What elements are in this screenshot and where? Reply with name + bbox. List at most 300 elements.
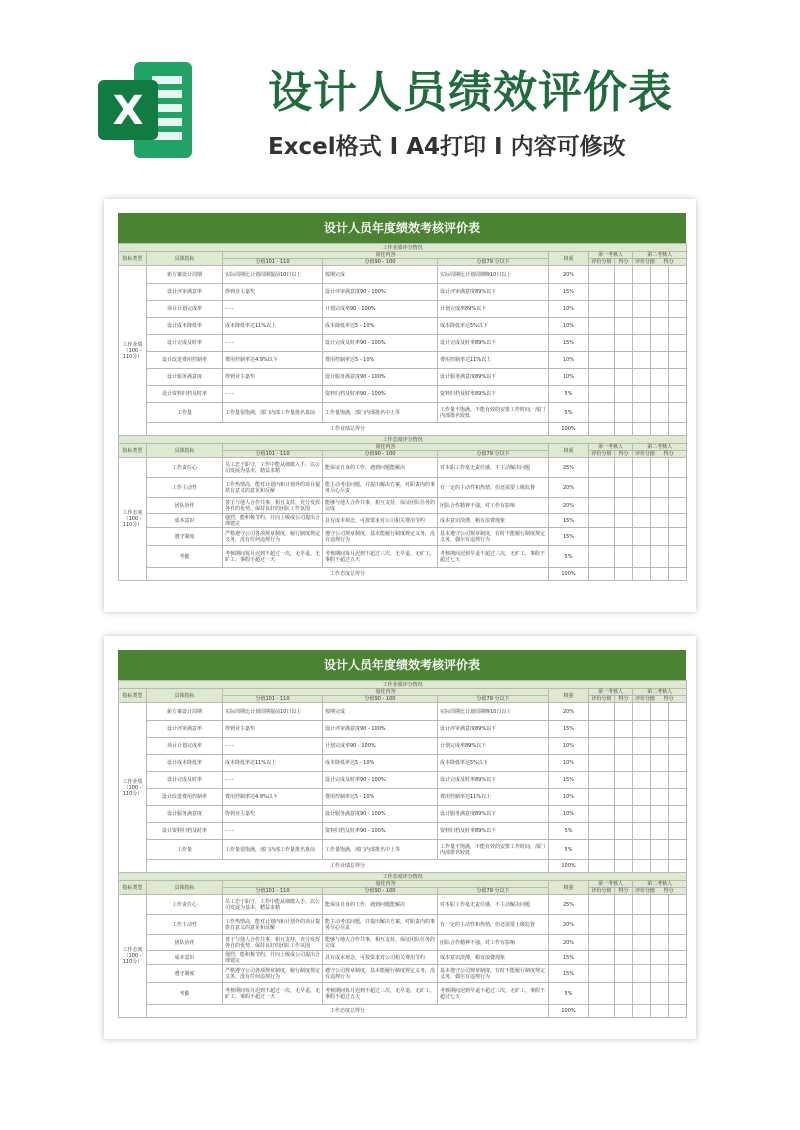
col-s2: 分值90 - 100 [323,259,438,266]
score-cell [651,301,669,318]
indicator-item: 设计成本降低率 [147,755,223,772]
score-cell [589,423,615,436]
score-cell [615,335,633,352]
score-range-3: 实际周期比计划周期晚10日以上 [438,703,549,721]
score-cell [589,301,615,318]
score-cell [669,423,687,436]
score-range-1: 严格遵守公司各项规章制度，履行制度规定义务，没有任何违规行为 [223,528,323,546]
score-range-2: 计划完成率90 - 100% [323,738,438,755]
weight-cell: 20% [549,498,589,514]
evaluation-table [118,680,687,1018]
score-range-2: 费用控制率达5 - 10% [323,352,438,369]
score-cell [589,1005,615,1018]
sheet-title: 设计人员年度绩效考核评价表 [118,650,686,680]
indicator-type: 工作业绩（100 - 110分） [119,703,147,873]
score-cell [669,386,687,403]
score-range-2: 能够与他人合作共事，相互支持，保证团队任务的完成 [323,935,438,951]
col-content: 量化内容 [223,252,549,259]
table-row [119,514,687,528]
score-cell [615,386,633,403]
score-cell [589,915,615,935]
score-range-1: 考核期间每月迟到不超过一次，无早退、无旷工，事假不超过一天 [223,983,323,1005]
score-cell [651,369,669,386]
score-range-1: - - - [223,738,323,755]
weight-cell: 10% [549,369,589,386]
col-reviewer2: 第二考核人 [633,881,687,888]
score-cell [651,983,669,1005]
col-s1: 分值101 - 110 [223,888,323,895]
score-cell [651,738,669,755]
score-range-2: 考核期间每月迟到不超过三次，无早退、无旷工，事假不超过五天 [323,983,438,1005]
score-cell [589,514,615,528]
weight-cell: 5% [549,983,589,1005]
score-cell [669,823,687,840]
table-row [119,266,687,284]
total-label: 工作态度总得分 [147,568,549,581]
col-s1: 分值101 - 110 [223,451,323,458]
score-cell [669,335,687,352]
weight-cell: 10% [549,301,589,318]
score-cell [651,1005,669,1018]
score-range-3: 有一定的主动性和热情，但还需要上级监督 [438,915,549,935]
score-range-3: 有一定的主动性和热情，但还需要上级监督 [438,478,549,498]
table-row [119,789,687,806]
score-cell [615,965,633,983]
score-cell [633,403,651,423]
col-item: 具体指标 [147,444,223,458]
weight-cell: 10% [549,318,589,335]
score-range-2: 能主动考虑问题，并提出解决方案，对职责内的事务尽心尽责 [323,915,438,935]
col-eval1: 评价分值 [589,696,615,703]
score-cell [589,703,615,721]
table-row [119,528,687,546]
weight-cell: 15% [549,965,589,983]
score-cell [615,721,633,738]
score-cell [615,772,633,789]
col-score1: 得分 [615,451,633,458]
score-range-2: 工作量饱满，部门内部排名中上等 [323,840,438,860]
score-range-3: 设计评审满意度89%以下 [438,284,549,301]
indicator-item: 设计评审满意率 [147,284,223,301]
score-range-1: 强烈，能积极节约，并向上级或公司提出合理建议 [223,951,323,965]
score-cell [669,806,687,823]
score-cell [589,498,615,514]
score-cell [669,498,687,514]
score-cell [633,335,651,352]
score-range-1: 实际周期比计划周期提前10日以上 [223,703,323,721]
indicator-item: 设计完成及时率 [147,772,223,789]
score-cell [615,423,633,436]
score-range-2: 资料归档及时率90 - 100% [323,386,438,403]
score-cell [589,352,615,369]
score-range-3: 工作量不饱满，不能有效的安排工作时间，部门内部排名较低 [438,403,549,423]
indicator-item: 设计完成及时率 [147,335,223,352]
score-cell [589,840,615,860]
table-row [119,895,687,915]
score-range-3: 资料归档及时率89%以下 [438,386,549,403]
indicator-item: 设计资料归档及时率 [147,386,223,403]
table-row [119,386,687,403]
score-cell [651,352,669,369]
indicator-item: 工作责任心 [147,458,223,478]
col-item: 具体指标 [147,689,223,703]
score-range-1: 强烈，能积极节约，并向上级或公司提出合理建议 [223,514,323,528]
table-row [119,352,687,369]
score-cell [633,301,651,318]
score-cell [615,403,633,423]
score-range-1: 严格遵守公司各项规章制度，履行制度规定义务，没有任何违规行为 [223,965,323,983]
score-cell [633,458,651,478]
score-cell [651,840,669,860]
score-range-3: 成本意识淡薄，稍有浪费现象 [438,951,549,965]
score-cell [589,965,615,983]
sheet-preview-2 [104,636,696,1039]
section-header: 工作态度评分情况 [119,436,687,444]
total-weight: 100% [549,860,589,873]
score-cell [651,895,669,915]
score-cell [633,951,651,965]
score-range-3: 对本职工作毫无责任感，不主动解决问题 [438,458,549,478]
score-range-1: 善于与他人合作共事，相互支持，充分发挥各自的优势，保持良好的团队工作氛围 [223,498,323,514]
total-label: 工作态度总得分 [147,1005,549,1018]
col-type: 指标类型 [119,881,147,895]
score-range-2: 设计评审满意度90 - 100% [323,284,438,301]
indicator-item: 团队协作 [147,935,223,951]
score-cell [651,965,669,983]
score-cell [669,789,687,806]
indicator-item: 设计服务满意度 [147,369,223,386]
score-cell [669,860,687,873]
score-cell [589,806,615,823]
score-cell [633,915,651,935]
score-range-1: - - - [223,823,323,840]
indicator-item: 工作主动性 [147,915,223,935]
table-row [119,915,687,935]
score-cell [651,284,669,301]
score-cell [615,514,633,528]
score-range-2: 设计服务满意度90 - 100% [323,369,438,386]
score-range-3: 计划完成率89%以下 [438,301,549,318]
page-title: 设计人员绩效评价表 [268,67,673,118]
score-cell [669,755,687,772]
table-row [119,840,687,860]
weight-cell: 15% [549,335,589,352]
score-cell [633,772,651,789]
score-cell [615,951,633,965]
score-cell [589,983,615,1005]
col-s3: 分值79 分以下 [438,451,549,458]
score-cell [669,840,687,860]
table-row [119,772,687,789]
score-cell [651,915,669,935]
score-range-2: 资料归档及时率90 - 100% [323,823,438,840]
score-range-3: 基本遵守公司规章制度，有时不能履行制度规定义务，偶尔有违规行为 [438,528,549,546]
score-cell [669,895,687,915]
score-cell [615,823,633,840]
score-cell [615,546,633,568]
score-cell [669,458,687,478]
score-range-3: 考核期间迟到早退不超过三次，无旷工，事假不超过七天 [438,546,549,568]
table-row [119,498,687,514]
score-cell [589,335,615,352]
score-range-3: 工作量不饱满，不能有效的安排工作时间，部门内部排名较低 [438,840,549,860]
col-reviewer1: 第一考核人 [589,252,633,259]
score-cell [615,266,633,284]
score-cell [633,806,651,823]
score-range-3: 团队合作精神不强，对工作有影响 [438,498,549,514]
score-range-1: 工作热情高，能对计划内和计划外的项目提供有意义的意见和反解 [223,478,323,498]
header [0,0,800,190]
score-range-1: 工作量很饱满，部门内部工作量排名靠前 [223,403,323,423]
col-score2: 得分 [651,696,687,703]
score-cell [633,266,651,284]
score-cell [589,755,615,772]
score-cell [651,772,669,789]
weight-cell: 20% [549,266,589,284]
table-row [119,823,687,840]
score-range-1: - - - [223,386,323,403]
col-content: 量化内容 [223,444,549,451]
weight-cell: 15% [549,528,589,546]
score-cell [633,568,651,581]
score-range-1: 得到业主嘉奖 [223,284,323,301]
indicator-item: 工作责任心 [147,895,223,915]
score-range-1: 费用控制率达4.9%以下 [223,352,323,369]
score-range-3: 成本意识淡薄，稍有浪费现象 [438,514,549,528]
score-range-1: 成本降低率达11%以上 [223,318,323,335]
col-reviewer2: 第二考核人 [633,252,687,259]
col-s1: 分值101 - 110 [223,259,323,266]
score-cell [589,458,615,478]
col-eval2: 评价分值 [633,259,651,266]
score-cell [651,755,669,772]
score-cell [633,935,651,951]
score-cell [615,895,633,915]
col-eval2: 评价分值 [633,696,651,703]
table-row [119,738,687,755]
table-row [119,755,687,772]
score-range-1: 员工忠于职守，工作中能从细微入手，以公司发展为基本，精益求精 [223,458,323,478]
score-cell [651,318,669,335]
total-weight: 100% [549,423,589,436]
col-s2: 分值90 - 100 [323,888,438,895]
score-range-2: 具有成本观念，可按要求对公司相关费用节约 [323,951,438,965]
score-range-1: 得到业主嘉奖 [223,806,323,823]
score-cell [669,266,687,284]
page-subtitle: Excel格式 Ⅰ A4打印 Ⅰ 内容可修改 [268,134,626,160]
score-cell [651,403,669,423]
score-cell [651,266,669,284]
score-range-1: - - - [223,772,323,789]
weight-cell: 10% [549,755,589,772]
score-cell [669,568,687,581]
score-range-2: 按期完成 [323,266,438,284]
col-type: 指标类型 [119,444,147,458]
table-row [119,301,687,318]
indicator-type: 工作业绩（100 - 110分） [119,266,147,436]
col-score2: 得分 [651,888,687,895]
table-row [119,284,687,301]
score-range-3: 考核期间迟到早退不超过三次，无旷工，事假不超过七天 [438,983,549,1005]
col-reviewer1: 第一考核人 [589,689,633,696]
score-cell [589,403,615,423]
score-cell [669,1005,687,1018]
score-cell [615,352,633,369]
score-range-1: 成本降低率达11%以上 [223,755,323,772]
score-cell [669,369,687,386]
score-cell [669,951,687,965]
score-range-1: 工作热情高，能对计划内和计划外的项目提供有意义的意见和反解 [223,915,323,935]
score-cell [633,528,651,546]
weight-cell: 5% [549,823,589,840]
weight-cell: 10% [549,789,589,806]
indicator-item: 设计改进费用控制率 [147,789,223,806]
col-score1: 得分 [615,696,633,703]
score-range-1: 考核期间每月迟到不超过一次，无早退、无旷工，事假不超过一天 [223,546,323,568]
score-range-3: 费用控制率达11%以上 [438,789,549,806]
score-range-2: 设计完成及时率90 - 100% [323,772,438,789]
score-cell [651,568,669,581]
score-range-2: 设计评审满意度90 - 100% [323,721,438,738]
score-cell [589,478,615,498]
col-eval1: 评价分值 [589,888,615,895]
col-item: 具体指标 [147,881,223,895]
score-cell [589,528,615,546]
sheet-title: 设计人员年度绩效考核评价表 [118,213,686,243]
score-range-2: 遵守公司规章制度，基本能履行制度规定义务，没有违规行为 [323,965,438,983]
score-range-2: 设计完成及时率90 - 100% [323,335,438,352]
col-s2: 分值90 - 100 [323,696,438,703]
score-cell [615,301,633,318]
score-cell [633,738,651,755]
score-range-1: 得到业主嘉奖 [223,721,323,738]
indicator-item: 设计资料归档及时率 [147,823,223,840]
col-eval1: 评价分值 [589,259,615,266]
col-weight: 权重 [549,252,589,266]
score-range-3: 设计完成及时率89%以下 [438,772,549,789]
score-cell [633,423,651,436]
table-row [119,335,687,352]
indicator-item: 项目计划完成率 [147,301,223,318]
score-range-2: 按期完成 [323,703,438,721]
score-range-1: 员工忠于职守，工作中能从细微入手，以公司发展为基本，精益求精 [223,895,323,915]
score-cell [633,546,651,568]
score-range-2: 遵守公司规章制度，基本能履行制度规定义务，没有违规行为 [323,528,438,546]
score-cell [633,840,651,860]
score-cell [633,318,651,335]
score-range-1: - - - [223,335,323,352]
score-cell [615,789,633,806]
col-score1: 得分 [615,259,633,266]
score-cell [589,318,615,335]
score-cell [589,721,615,738]
score-cell [633,386,651,403]
indicator-item: 成本意识 [147,951,223,965]
score-cell [615,284,633,301]
score-cell [633,789,651,806]
col-s3: 分值79 分以下 [438,259,549,266]
score-cell [615,1005,633,1018]
score-cell [589,386,615,403]
score-cell [589,772,615,789]
score-cell [589,951,615,965]
score-range-3: 设计服务满意度89%以下 [438,369,549,386]
total-weight: 100% [549,1005,589,1018]
score-range-3: 设计评审满意度89%以下 [438,721,549,738]
score-cell [615,528,633,546]
col-eval2: 评价分值 [633,888,651,895]
indicator-item: 设计服务满意度 [147,806,223,823]
score-cell [633,721,651,738]
indicator-item: 成本意识 [147,514,223,528]
indicator-item: 团队协作 [147,498,223,514]
table-row [119,318,687,335]
score-cell [615,806,633,823]
score-cell [615,840,633,860]
col-reviewer2: 第二考核人 [633,444,687,451]
score-cell [669,514,687,528]
score-cell [615,915,633,935]
table-row [119,951,687,965]
weight-cell: 25% [549,895,589,915]
score-range-3: 设计服务满意度89%以下 [438,806,549,823]
score-cell [633,965,651,983]
score-cell [651,498,669,514]
score-range-1: 工作量很饱满，部门内部工作量排名靠前 [223,840,323,860]
table-row [119,806,687,823]
indicator-item: 设计成本降低率 [147,318,223,335]
score-cell [615,458,633,478]
score-range-2: 工作量饱满，部门内部排名中上等 [323,403,438,423]
score-range-3: 团队合作精神不强，对工作有影响 [438,935,549,951]
score-range-2: 成本降低率达5 - 10% [323,318,438,335]
col-reviewer1: 第一考核人 [589,444,633,451]
indicator-item: 考勤 [147,546,223,568]
score-cell [589,738,615,755]
score-range-3: 成本降低率达5%以下 [438,755,549,772]
score-cell [589,860,615,873]
score-range-2: 设计服务满意度90 - 100% [323,806,438,823]
score-cell [615,860,633,873]
indicator-item: 工作主动性 [147,478,223,498]
table-row [119,703,687,721]
score-cell [669,528,687,546]
section-header: 工作业绩评分情况 [119,681,687,689]
weight-cell: 15% [549,284,589,301]
score-range-1: 费用控制率达4.9%以下 [223,789,323,806]
score-cell [633,1005,651,1018]
score-range-2: 能主动考虑问题，并提出解决方案，对职责内的事务尽心尽责 [323,478,438,498]
weight-cell: 15% [549,772,589,789]
score-cell [669,478,687,498]
col-s1: 分值101 - 110 [223,696,323,703]
table-row [119,458,687,478]
total-label: 工作业绩总得分 [147,423,549,436]
score-cell [651,721,669,738]
score-range-1: - - - [223,301,323,318]
score-cell [669,935,687,951]
score-cell [633,983,651,1005]
score-cell [669,721,687,738]
indicator-item: 遵守制度 [147,528,223,546]
weight-cell: 15% [549,951,589,965]
col-reviewer2: 第二考核人 [633,689,687,696]
score-range-1: 得到业主嘉奖 [223,369,323,386]
weight-cell: 15% [549,721,589,738]
score-cell [651,860,669,873]
indicator-item: 工作量 [147,403,223,423]
weight-cell: 25% [549,458,589,478]
